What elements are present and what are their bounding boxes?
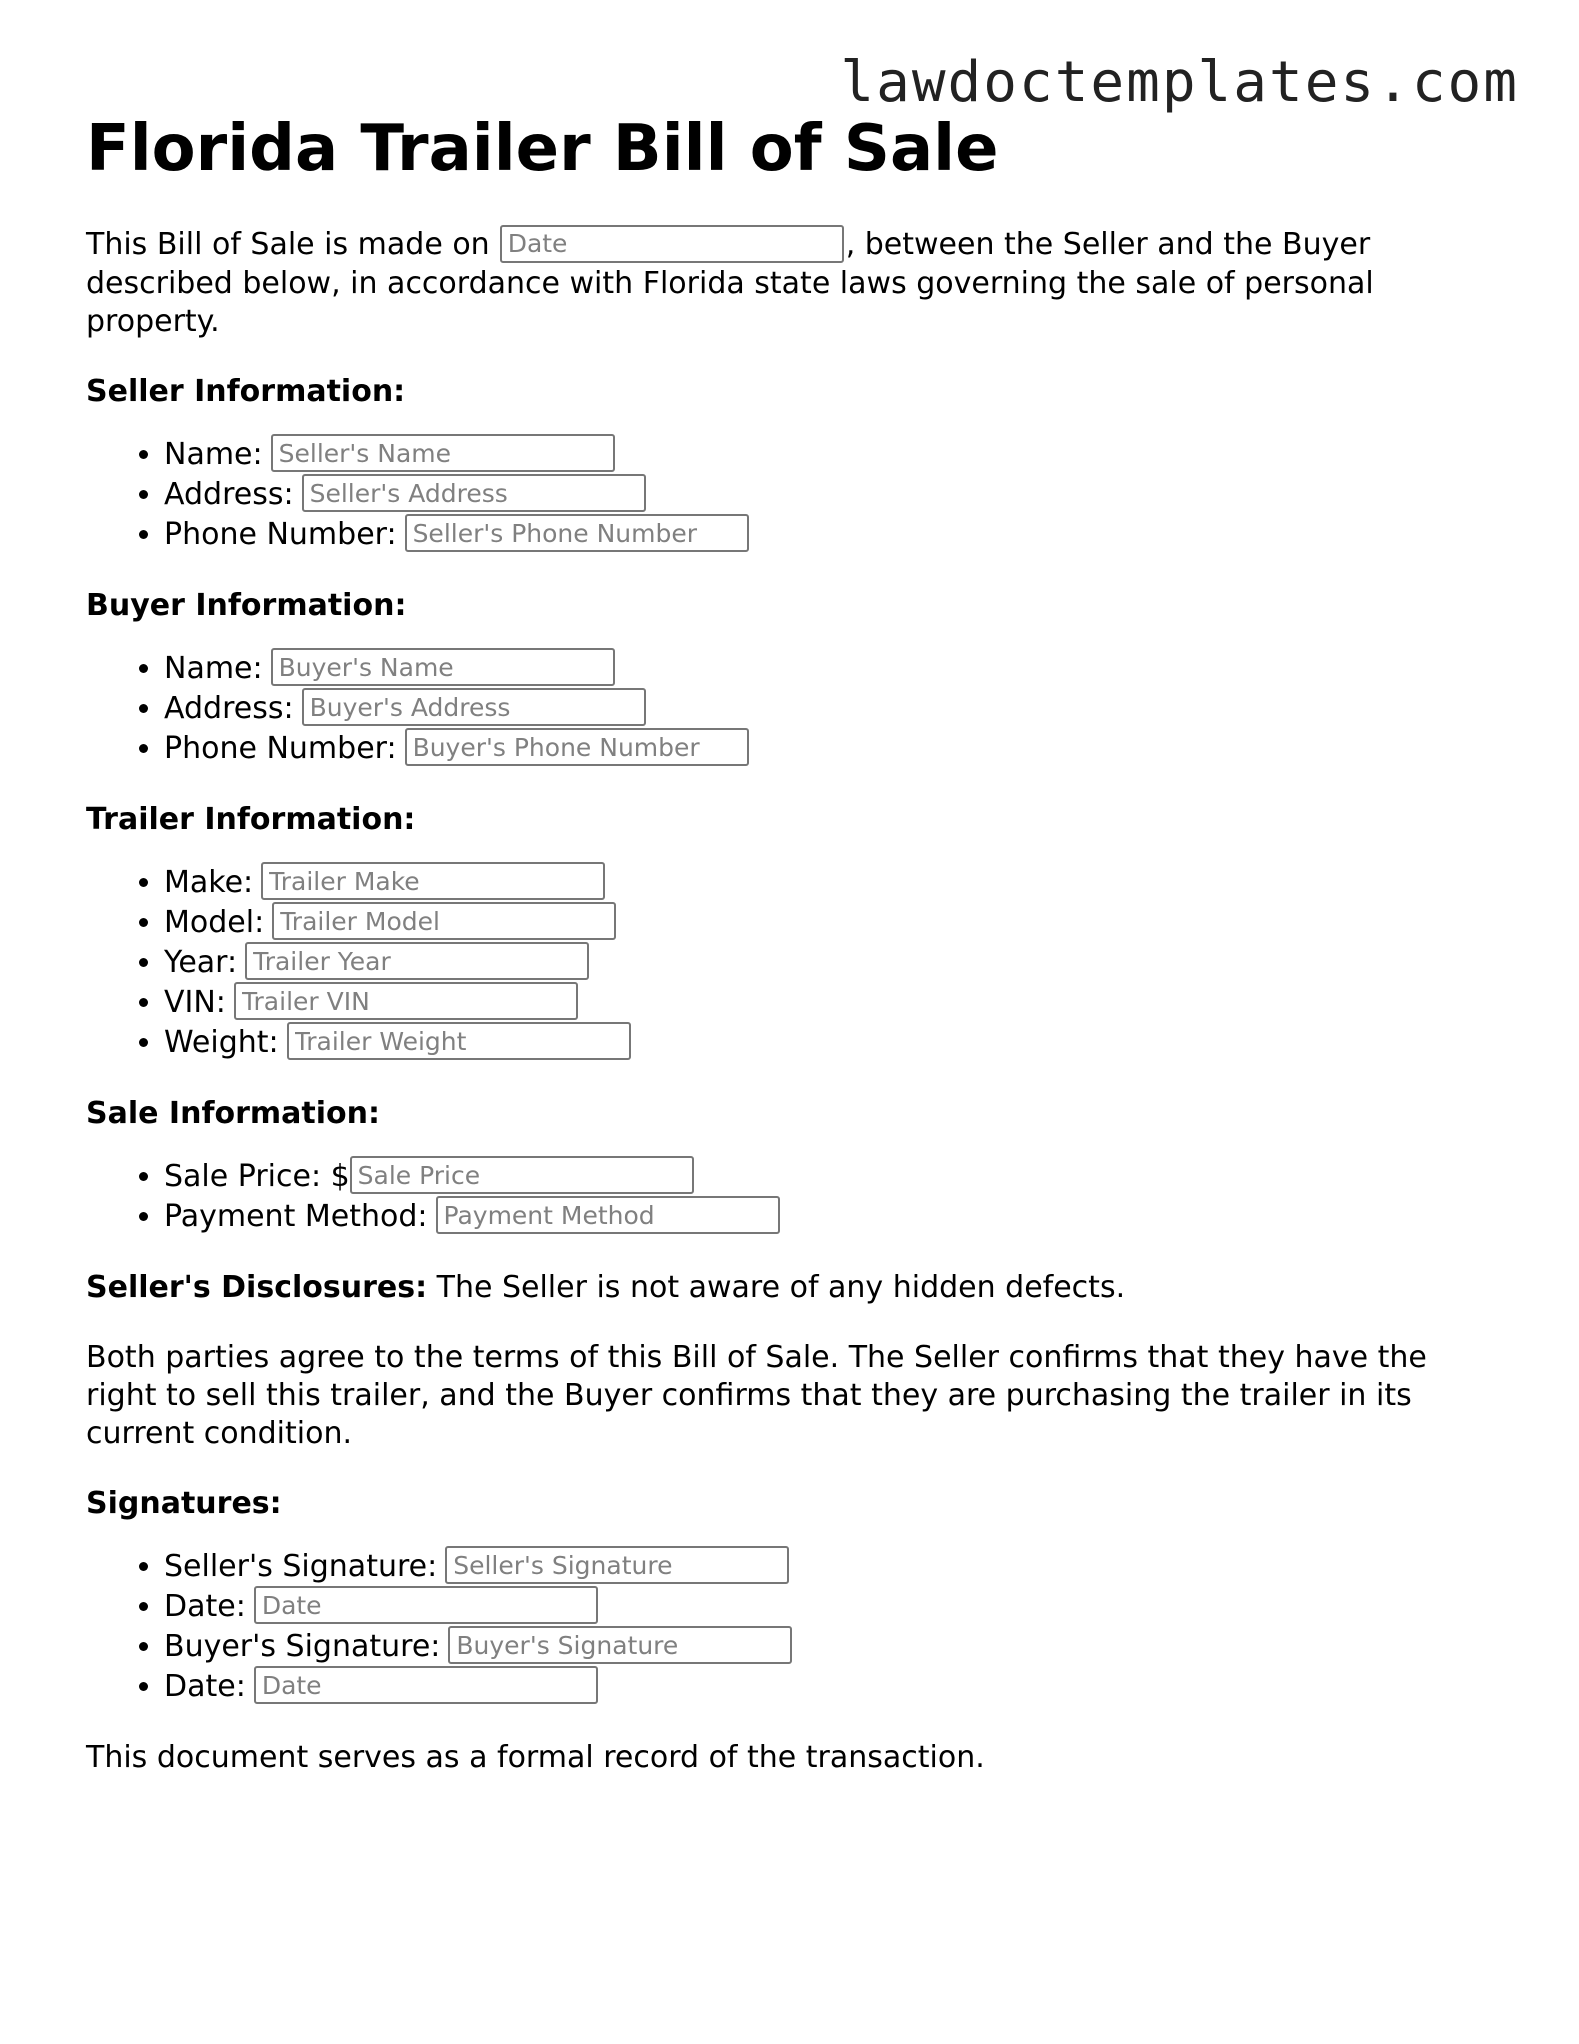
trailer-vin-label: VIN: bbox=[164, 984, 226, 1020]
list-item bbox=[164, 903, 1506, 943]
list-item bbox=[164, 1627, 1506, 1667]
seller-name-input[interactable] bbox=[271, 434, 615, 472]
trailer-information-heading: Trailer Information: bbox=[86, 801, 416, 837]
list-item bbox=[164, 475, 1506, 515]
sale-price-input[interactable] bbox=[350, 1156, 694, 1194]
intro-paragraph bbox=[86, 226, 1506, 341]
seller-signature-date-label: Date: bbox=[164, 1588, 246, 1624]
trailer-make-input[interactable] bbox=[261, 862, 605, 900]
list-item bbox=[164, 943, 1506, 983]
seller-phone-input[interactable] bbox=[405, 514, 749, 552]
buyer-phone-input[interactable] bbox=[405, 728, 749, 766]
buyer-name-label: Name: bbox=[164, 650, 263, 686]
trailer-year-input[interactable] bbox=[245, 942, 589, 980]
buyer-fields-list bbox=[86, 649, 1506, 769]
list-item bbox=[164, 1157, 1506, 1197]
signature-fields-list bbox=[86, 1547, 1506, 1707]
list-item bbox=[164, 435, 1506, 475]
disclosures-paragraph bbox=[86, 1269, 1506, 1307]
list-item bbox=[164, 1197, 1506, 1237]
disclosures-label: Seller's Disclosures: bbox=[86, 1269, 428, 1305]
agreement-paragraph: Both parties agree to the terms of this Bill of Sale. The Seller confirms that they have the right to sell this trailer, and the Buyer confirms that they are purchasing the trailer in its current condition. bbox=[86, 1339, 1427, 1451]
list-item bbox=[164, 1587, 1506, 1627]
payment-method-input[interactable] bbox=[436, 1196, 780, 1234]
trailer-vin-input[interactable] bbox=[234, 982, 578, 1020]
seller-signature-date-input[interactable] bbox=[254, 1586, 598, 1624]
sale-fields-list bbox=[86, 1157, 1506, 1237]
document-body bbox=[86, 108, 1506, 1777]
intro-text-before: This Bill of Sale is made on bbox=[86, 227, 490, 262]
seller-signature-input[interactable] bbox=[445, 1546, 789, 1584]
seller-address-input[interactable] bbox=[302, 474, 646, 512]
payment-method-label: Payment Method: bbox=[164, 1198, 428, 1234]
trailer-fields-list bbox=[86, 863, 1506, 1063]
seller-fields-list bbox=[86, 435, 1506, 555]
buyer-address-label: Address: bbox=[164, 690, 294, 726]
buyer-phone-label: Phone Number: bbox=[164, 730, 397, 766]
seller-name-label: Name: bbox=[164, 436, 263, 472]
list-item bbox=[164, 515, 1506, 555]
sale-information-heading: Sale Information: bbox=[86, 1095, 380, 1131]
trailer-weight-label: Weight: bbox=[164, 1024, 279, 1060]
list-item bbox=[164, 1667, 1506, 1707]
buyer-signature-label: Buyer's Signature: bbox=[164, 1628, 441, 1664]
trailer-model-label: Model: bbox=[164, 904, 265, 940]
trailer-year-label: Year: bbox=[164, 944, 238, 980]
list-item bbox=[164, 1023, 1506, 1063]
list-item bbox=[164, 649, 1506, 689]
seller-phone-label: Phone Number: bbox=[164, 516, 397, 552]
buyer-information-heading: Buyer Information: bbox=[86, 587, 407, 623]
seller-information-heading: Seller Information: bbox=[86, 373, 406, 409]
disclosures-text: The Seller is not aware of any hidden defects. bbox=[427, 1269, 1126, 1305]
buyer-signature-date-input[interactable] bbox=[254, 1666, 598, 1704]
trailer-make-label: Make: bbox=[164, 864, 254, 900]
bill-date-input[interactable] bbox=[500, 225, 844, 263]
list-item bbox=[164, 863, 1506, 903]
page-title: Florida Trailer Bill of Sale bbox=[86, 112, 999, 186]
intro-text-after: , between the Seller and the Buyer described below, in accordance with Florida state laws governing the sale of personal property. bbox=[86, 227, 1374, 339]
signatures-heading: Signatures: bbox=[86, 1485, 282, 1521]
buyer-name-input[interactable] bbox=[271, 648, 615, 686]
watermark-site-name: lawdoctemplates.com bbox=[840, 50, 1519, 115]
buyer-address-input[interactable] bbox=[302, 688, 646, 726]
buyer-signature-input[interactable] bbox=[448, 1626, 792, 1664]
seller-signature-label: Seller's Signature: bbox=[164, 1548, 438, 1584]
seller-address-label: Address: bbox=[164, 476, 294, 512]
trailer-model-input[interactable] bbox=[272, 902, 616, 940]
list-item bbox=[164, 983, 1506, 1023]
buyer-signature-date-label: Date: bbox=[164, 1668, 246, 1704]
list-item bbox=[164, 689, 1506, 729]
trailer-weight-input[interactable] bbox=[287, 1022, 631, 1060]
list-item bbox=[164, 1547, 1506, 1587]
list-item bbox=[164, 729, 1506, 769]
closing-statement: This document serves as a formal record of the transaction. bbox=[86, 1739, 985, 1775]
sale-price-label: Sale Price: $ bbox=[164, 1158, 350, 1194]
